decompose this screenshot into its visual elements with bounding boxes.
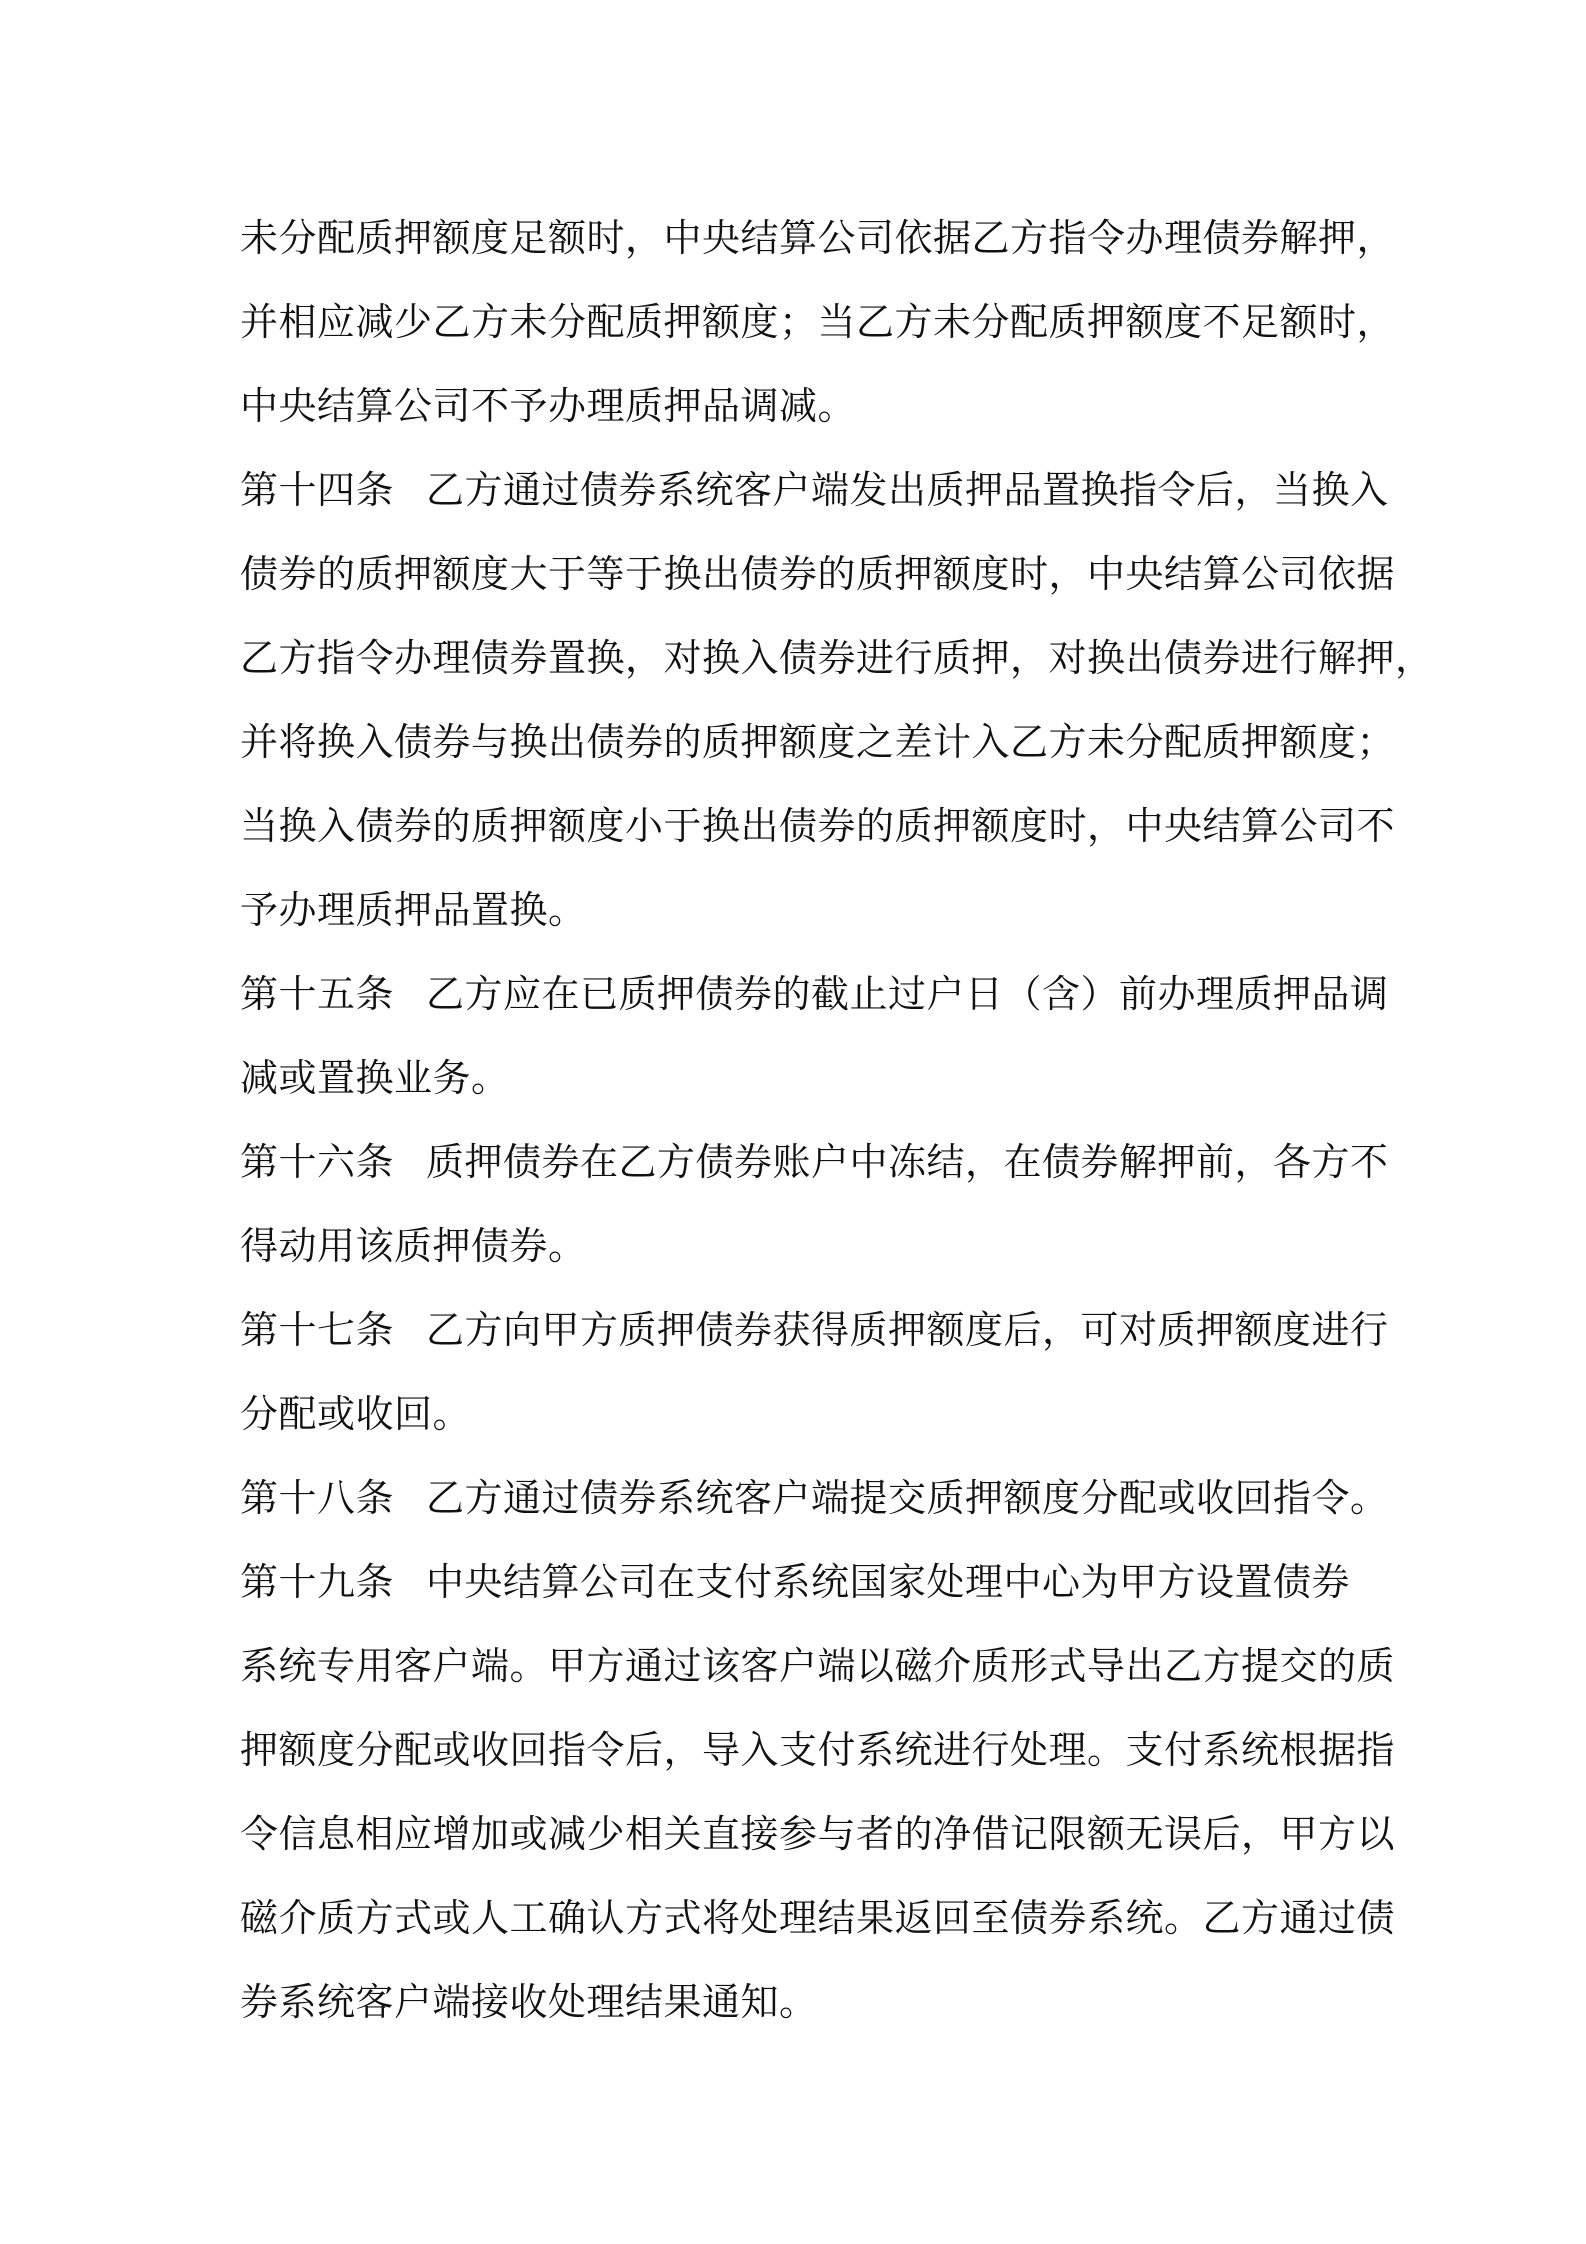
- text-line: 得动用该质押债券。: [240, 1224, 587, 1268]
- text-line: 当换入债券的质押额度小于换出债券的质押额度时，中央结算公司不: [240, 804, 1396, 848]
- text-line: 并将换入债券与换出债券的质押额度之差计入乙方未分配质押额度；: [240, 720, 1396, 764]
- text-line: 系统专用客户端。甲方通过该客户端以磁介质形式导出乙方提交的质: [240, 1644, 1396, 1688]
- text-line: 并相应减少乙方未分配质押额度；当乙方未分配质押额度不足额时，: [240, 300, 1396, 344]
- article-number: 第十七条: [240, 1308, 395, 1352]
- article-19-line: [240, 1540, 1360, 1624]
- article-16-line: [240, 1120, 1389, 1204]
- article-text: 乙方通过债券系统客户端提交质押额度分配或收回指令。: [426, 1476, 1389, 1520]
- text-line: 押额度分配或收回指令后，导入支付系统进行处理。支付系统根据指: [240, 1728, 1396, 1772]
- article-text: 乙方应在已质押债券的截止过户日（含）前办理质押品调: [426, 972, 1389, 1016]
- text-line: 予办理质押品置换。: [240, 888, 587, 932]
- article-text: 中央结算公司在支付系统国家处理中心为甲方设置债券: [426, 1560, 1351, 1604]
- article-number: 第十五条: [240, 972, 395, 1016]
- article-text: 质押债券在乙方债券账户中冻结，在债券解押前，各方不: [426, 1140, 1389, 1184]
- document-page: [240, 196, 1434, 2044]
- article-text: 乙方向甲方质押债券获得质押额度后，可对质押额度进行: [426, 1308, 1389, 1352]
- article-number: 第十九条: [240, 1560, 395, 1604]
- text-line: 令信息相应增加或减少相关直接参与者的净借记限额无误后，甲方以: [240, 1812, 1396, 1856]
- text-line: 乙方指令办理债券置换，对换入债券进行质押，对换出债券进行解押，: [240, 636, 1434, 680]
- article-number: 第十六条: [240, 1140, 395, 1184]
- text-line: 分配或收回。: [240, 1392, 472, 1436]
- article-number: 第十四条: [240, 468, 395, 512]
- text-line: 中央结算公司不予办理质押品调减。: [240, 384, 857, 428]
- article-text: 乙方通过债券系统客户端发出质押品置换指令后，当换入: [426, 468, 1389, 512]
- text-line: 磁介质方式或人工确认方式将处理结果返回至债券系统。乙方通过债: [240, 1896, 1396, 1940]
- text-line: 债券的质押额度大于等于换出债券的质押额度时，中央结算公司依据: [240, 552, 1396, 596]
- text-line: 未分配质押额度足额时，中央结算公司依据乙方指令办理债券解押，: [240, 216, 1396, 260]
- article-15-line: [240, 952, 1389, 1036]
- article-14-line: [240, 448, 1389, 532]
- article-18-line: [240, 1456, 1389, 1540]
- article-number: 第十八条: [240, 1476, 395, 1520]
- text-line: 券系统客户端接收处理结果通知。: [240, 1980, 818, 2024]
- article-17-line: [240, 1288, 1389, 1372]
- text-line: 减或置换业务。: [240, 1056, 510, 1100]
